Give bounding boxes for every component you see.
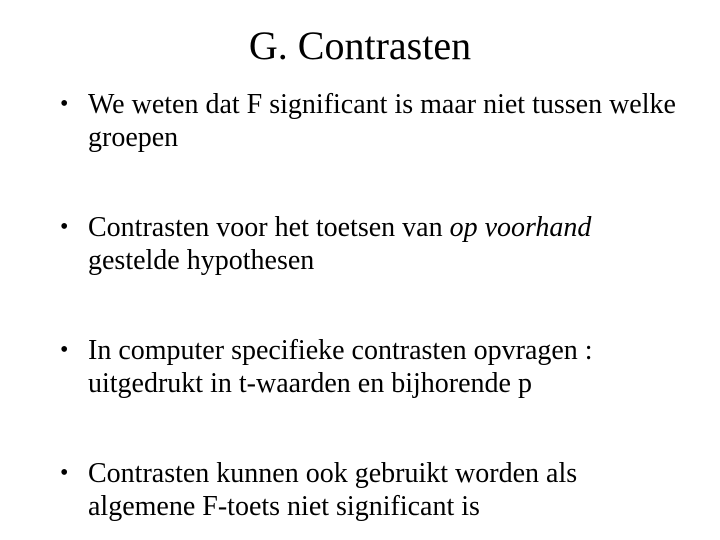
bullet-item: [60, 334, 690, 400]
bullet-item: [60, 211, 690, 277]
bullet-marker: •: [60, 214, 69, 240]
bullet-text-emphasis: op voorhand: [449, 212, 592, 243]
bullet-text-part: Contrasten voor het toetsen van: [88, 212, 450, 243]
bullet-text-part: gestelde hypothesen: [88, 245, 315, 276]
bullet-text: In computer specifieke contrasten opvragen : uitgedrukt in t-waarden en bijhorende p: [88, 335, 593, 399]
bullet-item: [60, 457, 690, 523]
bullet-text: We weten dat F significant is maar niet tussen welke groepen: [88, 89, 676, 153]
bullet-marker: •: [60, 460, 69, 486]
bullet-marker: •: [60, 91, 69, 117]
slide-title: G. Contrasten: [248, 23, 472, 68]
bullet-marker: •: [60, 337, 69, 363]
bullet-item: [60, 88, 690, 154]
bullet-list: [60, 88, 690, 523]
bullet-text: Contrasten kunnen ook gebruikt worden als algemene F-toets niet significant is: [88, 458, 578, 522]
